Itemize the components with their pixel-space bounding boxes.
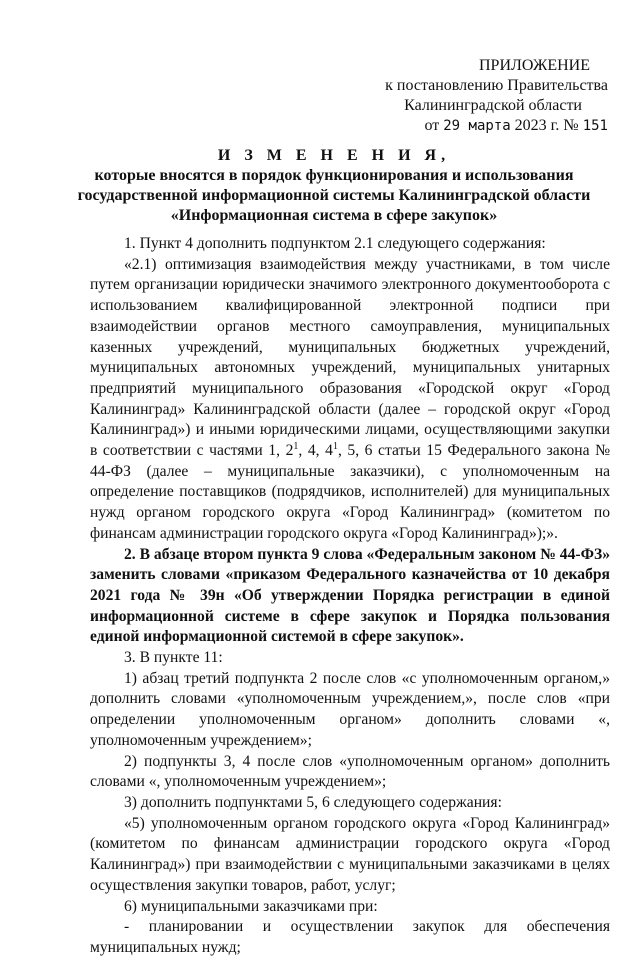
superscript-1: 1 — [293, 440, 299, 452]
appendix-line-resolution: к постановлению Правительства — [385, 77, 608, 94]
paragraph-10: - планировании и осуществлении закупок для обеспечения муниципальных нужд; — [90, 918, 610, 956]
appendix-label: ПРИЛОЖЕНИЕ — [478, 57, 590, 74]
appendix-date-line — [368, 116, 608, 136]
paragraph-6: 2) подпункты 3, 4 после слов «уполномоченным органом» дополнить словами «, уполномоченным учреждением»; — [90, 752, 610, 791]
paragraph-2-part-c: , 5, 6 статьи 15 Федерального закона № 44-ФЗ (далее – муниципальные заказчики), с уполномоченным на определение поставщиков (подрядчиков, исполнителей) для муниципальных нужд органом городского округа «Город Калининград» (комитетом по финансам администрации городского округа «Город Калининград»);». — [90, 442, 610, 542]
paragraph-8: «5) уполномоченным органом городского округа «Город Калининград» (комитетом по финансам администрации городского округа «Город Калининград») при взаимодействии с муниципальными заказчиками в целях осуществления закупки товаров, работ, услуг; — [90, 814, 610, 894]
paragraph-2 — [90, 255, 610, 545]
paragraph-2-part-a: «2.1) оптимизация взаимодействия между участниками, в том числе путем организации юридически значимого электронного документооборота с использованием квалифицированной электронной подписи при взаимодействии органов местного самоуправления, муниципальных казенных учреждений, муниципальных бюджетных учреждений, муниципальных автономных учреждений, муниципальных унитарных предприятий муниципального образования «Городской округ «Город Калининград» Калининградской области (далее – городской округ «Город Калининград») и иными юридическими лицами, осуществляющими закупки в соответствии с частями 1, 2 — [90, 255, 610, 460]
superscript-2: 1 — [332, 440, 338, 452]
date-year: 2023 г. № — [514, 117, 579, 134]
paragraph-4: 3. В пункте 11: — [124, 649, 223, 667]
paragraph-1: 1. Пункт 4 дополнить подпунктом 2.1 следующего содержания: — [124, 235, 546, 252]
title-subline-3: «Информационная система в сфере закупок» — [170, 207, 498, 224]
paragraph-5: 1) абзац третий подпункта 2 после слов «с уполномоченным органом,» дополнить словами «уполномоченным учреждением,», после слов «при определении уполномоченным органом» дополнить словами «, уполномоченным учреждением»; — [90, 669, 610, 749]
date-handwritten: 29 марта — [443, 118, 511, 134]
appendix-line-region: Калининградской области — [404, 97, 582, 114]
title-subline-1: которые вносятся в порядок функционирования и использования — [94, 167, 574, 184]
appendix-header — [368, 56, 608, 136]
paragraph-9: 6) муниципальными заказчиками при: — [124, 897, 378, 915]
paragraph-2-part-b: , 4, 4 — [298, 442, 333, 460]
paragraph-3: 2. В абзаце втором пункта 9 слова «Федеральным законом № 44-ФЗ» заменить словами «приказом Федерального казначейства от 10 декабря 2021 года № 39н «Об утверждении Порядка регистрации в единой информационной системе в сфере закупок и Порядка пользования единой информационной системой в сфере закупок». — [90, 545, 610, 646]
title-subline-2: государственной информационной системы Калининградской области — [77, 187, 591, 204]
title-heading: И З М Е Н Е Н И Я, — [217, 147, 451, 164]
document-number: 151 — [582, 118, 608, 134]
paragraph-7: 3) дополнить подпунктами 5, 6 следующего содержания: — [124, 793, 502, 811]
document-title — [60, 146, 608, 226]
date-prefix: от — [424, 117, 440, 134]
document-body — [90, 234, 610, 959]
